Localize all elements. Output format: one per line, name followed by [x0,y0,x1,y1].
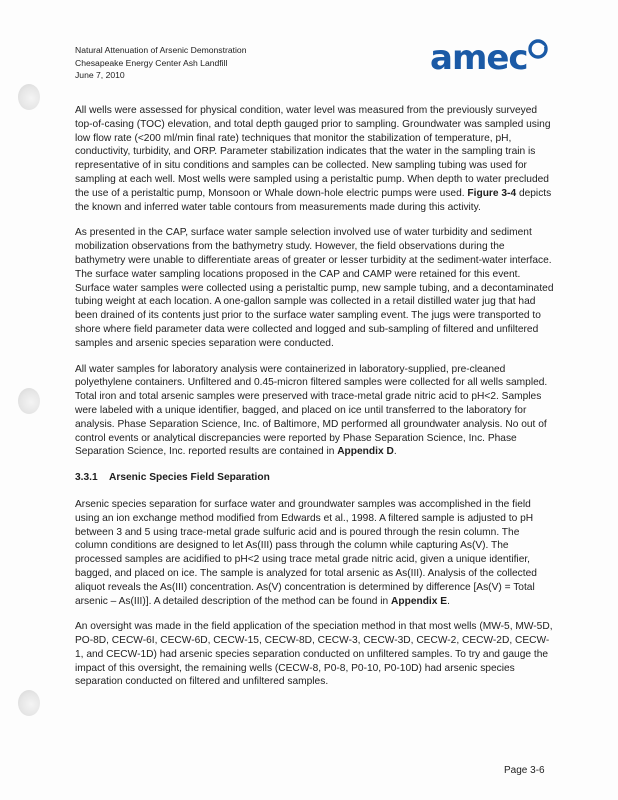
paragraph-sampling-procedure: All wells were assessed for physical condition, water level was measured from the previously surveyed top-of-casing (TOC) elevation, and total depth gauged prior to sampling. Groundwater was sampled using low flow rate (<200 ml/min final rate) techniques that monitor the stabilization of temperature, pH, conductivity, turbidity, and ORP. Parameter stabilization indicates that the water in the sampling train is representative of in situ conditions and samples can be collected. New sampling tubing was used for sampling at each well. Most wells were sampled using a peristaltic pump. When depth to water precluded the use of a peristaltic pump, Monsoon or Whale down-hole electric pumps were used. Figure 3-4 depicts the known and inferred water table contours from measurements made during this activity. [75,105,552,213]
appendix-e-reference: Appendix E [391,595,448,607]
appendix-d-reference: Appendix D [337,446,394,458]
logo-wordmark: amec [430,38,528,78]
document-header [75,44,247,82]
header-date: June 7, 2010 [75,70,125,81]
paragraph-oversight: An oversight was made in the field application of the speciation method in that most wells (MW-5, MW-5D, PO-8D, CECW-6I, CECW-6D, CECW-15, CECW-8D, CECW-3, CECW-3D, CECW-2, CECW-2D, CECW-1, and CECW-1D) had arsenic species separation conducted on unfiltered samples. To try and gauge the impact of this oversight, the remaining wells (CECW-8, P0-8, P0-10, P0-10D) had arsenic species separation conducted on filtered and unfiltered samples. [75,621,553,688]
section-heading [75,471,555,485]
page-number: Page 3-6 [504,765,545,776]
header-project-title: Natural Attenuation of Arsenic Demonstration [75,45,247,55]
section-number: 3.3.1 [75,472,98,484]
paragraph-species-separation: Arsenic species separation for surface water and groundwater samples was accomplished in the field using an ion exchange method modified from Edwards et al., 1998. A filtered sample is adjusted to pH between 3 and 5 using trace-metal grade sulfuric acid and is poured through the resin column. The column conditions are designed to let As(III) pass through the column while capturing As(V). The processed samples are acidified to pH<2 using trace metal grade nitric acid, given a unique identifier, bagged, and placed on ice. The sample is analyzed for total arsenic as As(III). Analysis of the collected aliquot reveals the As(III) concentration. As(V) concentration is determined by difference [As(V) = Total arsenic – As(III)]. A detailed description of the method can be found in Appendix E. [75,498,537,607]
amec-logo [430,38,550,82]
paragraph-surface-water: As presented in the CAP, surface water sample selection involved use of water turbidity and sediment mobilization observations from the bathymetry study. However, the field observations during the bathymetry were unable to differentiate areas of greater or lesser turbidity at the sediment-water interface. The surface water sampling locations proposed in the CAP and CAMP were retained for this event. Surface water samples were collected using a peristaltic pump, new sample tubing, and a decontaminated tubing weight at each location. A one-gallon sample was collected in a retail distilled water jug that had been drained of its contents just prior to the surface water sampling event. The jugs were transported to shore where field parameter data were collected and logged and sub-sampling of filtered and unfiltered samples and arsenic species separation were conducted. [75,227,554,349]
paragraph-laboratory-analysis: All water samples for laboratory analysis were containerized in laboratory-supplied, pre-cleaned polyethylene containers. Unfiltered and 0.45-micron filtered samples were collected for all wells sampled. Total iron and total arsenic samples were preserved with trace-metal grade nitric acid to pH<2. Samples were labeled with a unique identifier, bagged, and placed on ice until transferred to the laboratory for analysis. Phase Separation Science, Inc. of Baltimore, MD performed all groundwater analysis. No out of control events or analytical discrepancies were reported by Phase Separation Science, Inc. Phase Separation Science, Inc. reported results are contained in Appendix D. [75,363,548,458]
header-site-name: Chesapeake Energy Center Ash Landfill [75,57,228,68]
logo-swirl-icon [527,38,549,60]
section-title: Arsenic Species Field Separation [109,472,270,484]
figure-reference: Figure 3-4 [467,187,517,199]
document-body [75,104,555,701]
